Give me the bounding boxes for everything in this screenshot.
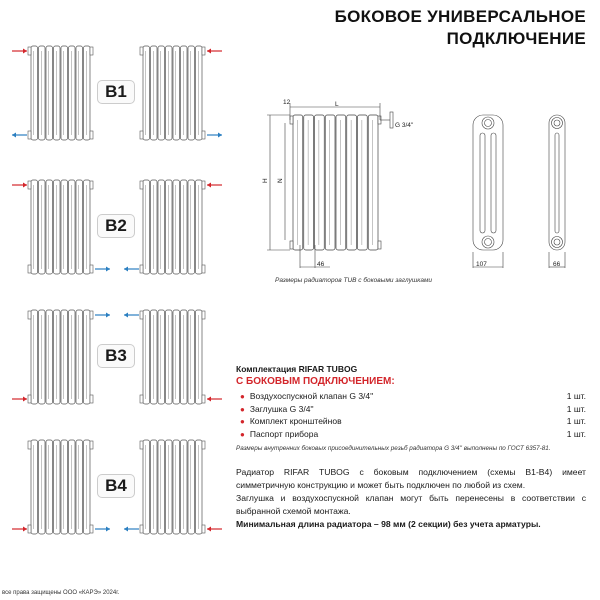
return-arrow-icon	[124, 527, 139, 532]
bullet-icon: ●	[240, 417, 245, 427]
dim-107: 107	[476, 261, 487, 268]
page-title	[335, 6, 586, 50]
scheme-label: B1	[97, 80, 135, 104]
title-line-1: БОКОВОЕ УНИВЕРСАЛЬНОЕ	[334, 7, 586, 26]
kit-heading: Комплектация RIFAR TUBOG	[236, 364, 358, 374]
scheme-b4	[0, 438, 230, 538]
dim-H: H	[262, 178, 269, 183]
return-arrow-icon	[207, 133, 222, 138]
title-line-2: ПОДКЛЮЧЕНИЕ	[446, 29, 586, 48]
kit-item-qty: 1 шт.	[566, 403, 586, 414]
radiator-left	[28, 180, 93, 274]
return-arrow-icon	[95, 267, 110, 272]
kit-item-label: Комплект кронштейнов	[249, 416, 342, 427]
supply-arrow-icon	[12, 527, 27, 532]
bullet-icon: ●	[240, 392, 245, 402]
drawing-caption: Размеры радиаторов TUB с боковыми заглушками	[275, 277, 433, 284]
dim-thread: G 3/4''	[395, 122, 414, 129]
radiator-right	[140, 46, 205, 140]
kit-section	[236, 364, 586, 452]
bullet-icon: ●	[240, 404, 245, 414]
kit-item-qty: 1 шт.	[566, 428, 586, 439]
scheme-b1	[0, 44, 230, 144]
kit-item-name	[240, 404, 314, 414]
kit-item-qty: 1 шт.	[566, 416, 586, 427]
kit-item-name	[240, 429, 318, 439]
kit-item	[236, 415, 586, 428]
kit-subheading: С БОКОВЫМ ПОДКЛЮЧЕНИЕМ:	[236, 376, 395, 387]
supply-arrow-icon	[207, 49, 222, 54]
radiator-right	[140, 440, 205, 534]
radiator-right	[140, 310, 205, 404]
return-arrow-icon	[124, 267, 139, 272]
return-arrow-icon	[12, 133, 27, 138]
return-arrow-icon	[124, 313, 139, 318]
supply-arrow-icon	[12, 397, 27, 402]
return-arrow-icon	[95, 313, 110, 318]
dim-N: N	[277, 178, 284, 183]
kit-item-qty: 1 шт.	[566, 391, 586, 402]
description-p3: Минимальная длина радиатора – 98 мм (2 секции) без учета арматуры.	[236, 519, 541, 529]
kit-item-label: Паспорт прибора	[249, 428, 319, 439]
dim-12: 12	[283, 99, 291, 106]
supply-arrow-icon	[12, 49, 27, 54]
dim-66: 66	[553, 261, 561, 268]
copyright-footer: все права защищены ООО «КАРЭ» 2024г.	[2, 590, 120, 596]
scheme-label: B2	[97, 214, 135, 238]
dimension-drawing	[255, 95, 600, 290]
bullet-icon: ●	[240, 429, 245, 439]
radiator-right	[140, 180, 205, 274]
dim-46: 46	[317, 261, 325, 268]
supply-arrow-icon	[12, 183, 27, 188]
dim-L: L	[335, 101, 339, 108]
description-p1: Радиатор RIFAR TUBOG с боковым подключением (схемы B1-B4) имеет симметричную конструкцию и может быть подключен по любой из схем.	[236, 467, 586, 490]
scheme-b2	[0, 178, 230, 278]
kit-item-name	[240, 391, 373, 401]
kit-item	[236, 428, 586, 441]
return-arrow-icon	[95, 527, 110, 532]
description-p2: Заглушка и воздухоспускной клапан могут быть перенесены в соответствии с выбранной схемой монтажа.	[236, 493, 586, 516]
radiator-left	[28, 310, 93, 404]
scheme-label: B4	[97, 474, 135, 498]
scheme-b3	[0, 308, 230, 408]
scheme-label: B3	[97, 344, 135, 368]
supply-arrow-icon	[207, 183, 222, 188]
kit-item-name	[240, 416, 342, 426]
kit-item-label: Заглушка G 3/4''	[249, 403, 314, 414]
kit-item	[236, 403, 586, 416]
kit-item	[236, 390, 586, 403]
supply-arrow-icon	[207, 527, 222, 532]
radiator-left	[28, 46, 93, 140]
supply-arrow-icon	[207, 397, 222, 402]
description	[236, 466, 586, 531]
radiator-left	[28, 440, 93, 534]
kit-item-label: Воздухоспускной клапан G 3/4''	[249, 391, 374, 402]
kit-note: Размеры внутренних боковых присоединительных резьб радиатора G 3/4'' выполнены по ГОСТ 6357-81.	[236, 445, 551, 452]
